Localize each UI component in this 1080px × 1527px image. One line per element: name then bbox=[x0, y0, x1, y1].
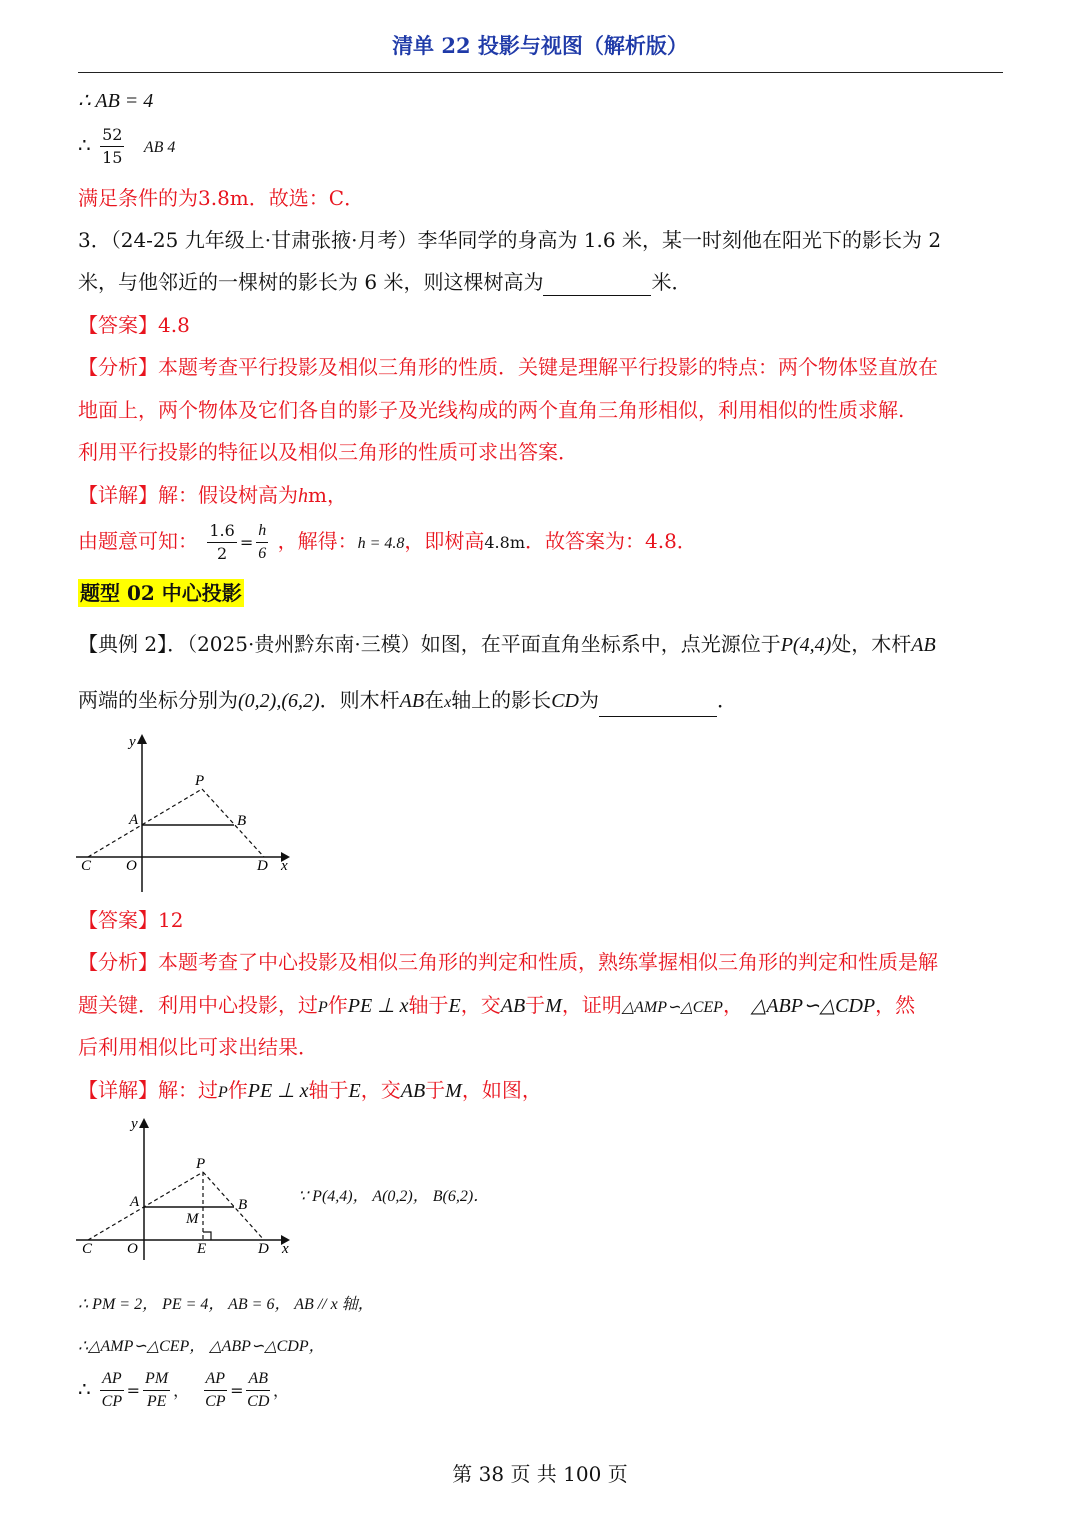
label-b: B bbox=[237, 813, 247, 829]
label-x: x bbox=[282, 1241, 289, 1257]
line-conclusion: 满足条件的为3.8m．故选：C． bbox=[78, 186, 365, 210]
label-a: A bbox=[129, 812, 139, 828]
analysis-2-line1: 【分析】本题考查了中心投影及相似三角形的判定和性质，熟练掌握相似三角形的判定和性质是解 bbox=[78, 950, 938, 974]
label-e: E bbox=[197, 1241, 207, 1257]
figure-1-coordinate-diagram bbox=[76, 730, 296, 900]
fraction-52-15: $\frac{52}{15}$ bbox=[102, 125, 123, 167]
label-x: x bbox=[281, 858, 288, 874]
given-points-line: ∵ P(4,4)， A(0,2)， B(6,2)． bbox=[298, 1188, 490, 1205]
question-3-line1: 3．（24-25 九年级上·甘肃张掖·月考）李华同学的身高为 1.6 米，某一时刻他在阳光下的影长为 2 bbox=[78, 228, 942, 252]
therefore-lengths-line: ∴ PM = 2， PE = 4， AB = 6， AB // x 轴， bbox=[78, 1296, 374, 1313]
example-2-line1: 【典例 2】．（2025·贵州黔东南·三模）如图，在平面直角坐标系中，点光源位于P(4,4)处，木杆AB bbox=[78, 632, 936, 656]
line-ab-eq-4: ∴ AB = 4 bbox=[78, 90, 154, 112]
analysis-2-line3: 后利用相似比可求出结果． bbox=[78, 1035, 318, 1059]
label-c: C bbox=[82, 1241, 93, 1257]
label-b: B bbox=[238, 1197, 248, 1213]
analysis-2-line2: 题关键．利用中心投影，过P作PE ⊥ x轴于E，交AB于M，证明△AMP∽△CEP， △ABP∽△CDP，然 bbox=[78, 993, 916, 1017]
header-rule bbox=[78, 72, 1003, 73]
answer-blank bbox=[543, 273, 651, 296]
label-o: O bbox=[127, 1241, 138, 1257]
label-c: C bbox=[81, 858, 92, 874]
y-axis-arrow-icon bbox=[137, 734, 147, 744]
analysis-1-line3: 利用平行投影的特征以及相似三角形的性质可求出答案． bbox=[78, 440, 578, 464]
ray-pd bbox=[202, 789, 264, 857]
detail-1-line2: 由题意可知： $\frac{1.6}{2}$ = $\frac{h}{6}$ ，解得：h = 4.8，即树高4.8m．故答案为：4.8． bbox=[78, 521, 697, 563]
answer-blank-2 bbox=[599, 694, 717, 717]
label-p: P bbox=[196, 1156, 206, 1172]
analysis-1-line2: 地面上，两个物体及它们各自的影子及光线构成的两个直角三角形相似，利用相似的性质求解. bbox=[78, 398, 905, 422]
ray-cp bbox=[88, 1172, 203, 1240]
right-angle-mark bbox=[203, 1232, 211, 1240]
therefore-similar-line: ∴△AMP∽△CEP， △ABP∽△CDP， bbox=[78, 1338, 325, 1355]
label-y: y bbox=[131, 1116, 138, 1132]
label-a: A bbox=[130, 1194, 140, 1210]
question-3-line2: 米，与他邻近的一棵树的影长为 6 米，则这棵树高为 米． bbox=[78, 270, 692, 294]
label-d: D bbox=[258, 1241, 269, 1257]
label-p: P bbox=[195, 773, 205, 789]
figure-2-coordinate-diagram bbox=[76, 1112, 296, 1262]
analysis-1-line1: 【分析】本题考查平行投影及相似三角形的性质．关键是理解平行投影的特点：两个物体竖直放在 bbox=[78, 355, 938, 379]
section-heading-central-projection: 题型 02 中心投影 bbox=[80, 581, 242, 605]
ratio-line: ∴ $\frac{AP}{CP}$ = $\frac{PM}{PE}$ ， $\frac{AP}{CP}$ = $\frac{AB}{CD}$ ， bbox=[78, 1370, 290, 1410]
ray-pd bbox=[203, 1172, 264, 1240]
detail-1-line1: 【详解】解：假设树高为hm， bbox=[78, 483, 347, 507]
line-fraction-range: ∴ $\frac{52}{15}$ AB 4 bbox=[78, 125, 176, 167]
label-m: M bbox=[186, 1211, 199, 1227]
example-2-line2: 两端的坐标分别为(0,2),(6,2)．则木杆AB在x轴上的影长CD为 ． bbox=[78, 686, 737, 717]
label-d: D bbox=[257, 858, 268, 874]
ray-cp bbox=[88, 789, 202, 857]
page-footer: 第 38 页 共 100 页 bbox=[452, 1462, 628, 1486]
answer-1: 【答案】4.8 bbox=[78, 313, 190, 337]
page-header-title: 清单 22 投影与视图（解析版） bbox=[392, 33, 688, 58]
y-axis-arrow-icon bbox=[139, 1118, 149, 1128]
label-o: O bbox=[126, 858, 137, 874]
detail-2-line1: 【详解】解：过P作PE ⊥ x轴于E，交AB于M，如图， bbox=[78, 1078, 542, 1102]
answer-2: 【答案】12 bbox=[78, 908, 184, 932]
label-y: y bbox=[129, 734, 136, 750]
